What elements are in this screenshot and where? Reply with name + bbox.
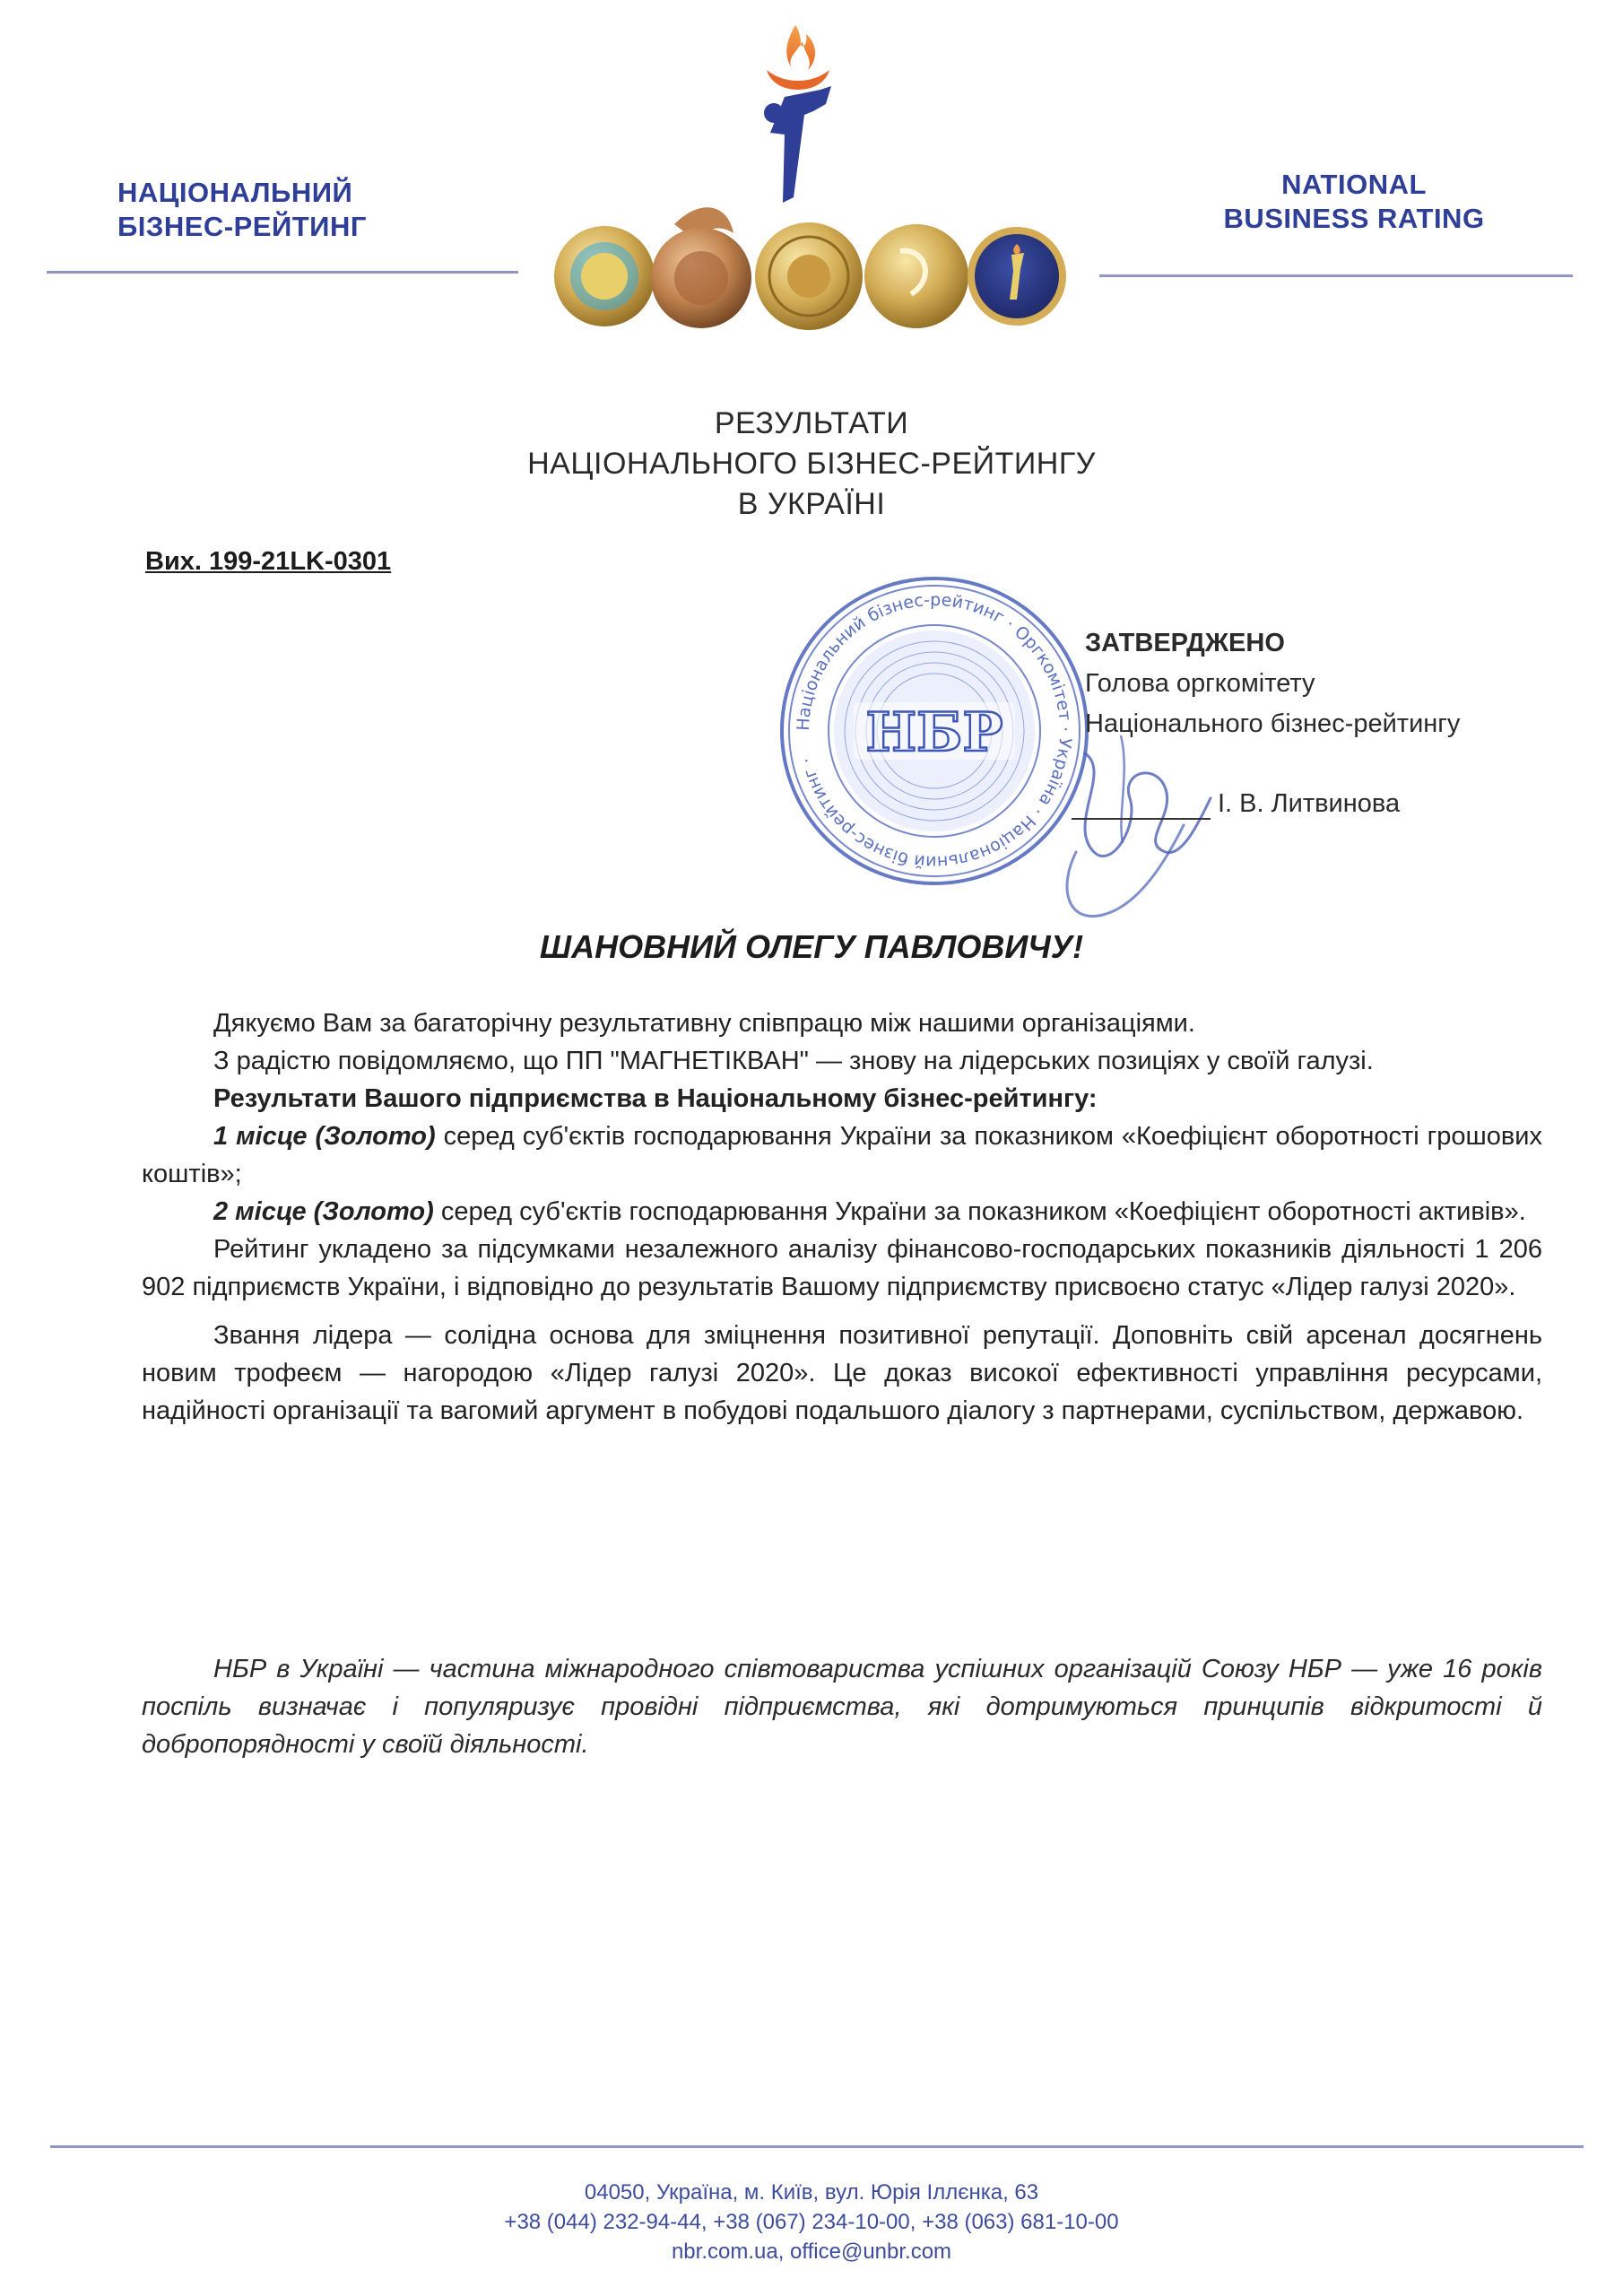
title-line-1: РЕЗУЛЬТАТИ (714, 406, 909, 440)
document-title (363, 404, 1260, 525)
closing-text: НБР в Україні — частина міжнародного співтовариства успішних організацій Союзу НБР — уже 16 років поспіль визначає і популяризує провідні підприємства, які дотримуються принципів відкритості й добропорядності у своїй діяльності. (142, 1655, 1542, 1759)
brand-left-line-2: БІЗНЕС-РЕЙТИНГ (117, 211, 367, 242)
signer-name: І. В. Литвинова (1218, 789, 1401, 818)
salutation: ШАНОВНИЙ ОЛЕГУ ПАВЛОВИЧУ! (539, 928, 1084, 965)
brand-name-ukrainian (117, 176, 367, 244)
brand-right-line-2: BUSINESS RATING (1223, 203, 1485, 234)
header-rule-right (1099, 274, 1573, 277)
title-line-3: В УКРАЇНІ (737, 487, 886, 521)
result-2-text: серед суб'єктів господарювання України за показником «Коефіцієнт оборотності активів». (433, 1197, 1526, 1226)
results-heading: Результати Вашого підприємства в Національному бізнес-рейтингу: (213, 1084, 1098, 1113)
paragraph-thanks: Дякуємо Вам за багаторічну результативну співпрацю між нашими організаціями. (213, 1009, 1195, 1038)
footer-web: nbr.com.ua, office@unbr.com (671, 2239, 952, 2264)
title-line-2: НАЦІОНАЛЬНОГО БІЗНЕС-РЕЙТИНГУ (527, 447, 1096, 481)
approval-heading: ЗАТВЕРДЖЕНО (1085, 629, 1285, 657)
approval-line-2: Національного бізнес-рейтингу (1085, 709, 1461, 738)
footer-phones: +38 (044) 232-94-44, +38 (067) 234-10-00, +38 (063) 681-10-00 (504, 2210, 1119, 2234)
result-item-2 (142, 1193, 1542, 1231)
medal-4 (864, 224, 968, 328)
brand-right-line-1: NATIONAL (1281, 169, 1427, 200)
header-rule-left (47, 271, 518, 274)
handwritten-signature (1031, 718, 1246, 933)
result-2-place: 2 місце (Золото) (213, 1197, 434, 1226)
letter-body (142, 1004, 1542, 1430)
award-medals-row (549, 188, 1069, 336)
medal-1 (554, 226, 655, 326)
approval-block (1085, 623, 1460, 744)
outgoing-number: Вих. 199-21LK-0301 (145, 547, 392, 576)
brand-name-english (1175, 168, 1533, 236)
medal-5 (968, 227, 1066, 326)
footer-address: 04050, Україна, м. Київ, вул. Юрія Іллєнка, 63 (584, 2180, 1039, 2205)
result-1-place: 1 місце (Золото) (213, 1122, 436, 1151)
medal-3 (755, 222, 863, 330)
signature-line (1072, 818, 1211, 820)
result-1-text: серед суб'єктів господарювання України за показником «Коефіцієнт оборотності грошових коштів»; (142, 1122, 1542, 1188)
footer-rule (50, 2145, 1584, 2148)
paragraph-announcement: З радістю повідомляємо, що ПП "МАГНЕТІКВАН" — знову на лідерських позиціях у своїй галузі. (213, 1047, 1374, 1075)
medal-2 (651, 207, 751, 328)
paragraph-leader-title: Звання лідера — солідна основа для зміцнення позитивної репутації. Доповніть свій арсенал досягнень новим трофеєм — нагородою «Лідер галузі 2020». Це доказ високої ефективності управління ресурсами, надійності організації та вагомий аргумент в побудові подальшого діалогу з партнерами, суспільством, державою. (142, 1321, 1542, 1425)
footer-contacts (363, 2178, 1260, 2266)
svg-text:Національний бізнес-рейтинг ·: Національний бізнес-рейтинг · Оргкомітет · Україна · Національний бізнес-рейтинг · (793, 589, 1076, 873)
svg-text:НБР: НБР (865, 701, 1003, 764)
closing-paragraph (142, 1650, 1542, 1763)
brand-left-line-1: НАЦІОНАЛЬНИЙ (117, 177, 353, 208)
result-item-1 (142, 1118, 1542, 1193)
approval-line-1: Голова оргкомітету (1085, 669, 1315, 698)
paragraph-rating-method: Рейтинг укладено за підсумками незалежного аналізу фінансово-господарських показників діяльності 1 206 902 підприємств України, і відповідно до результатів Вашому підприємству присвоєно статус «Лідер галузі 2020». (142, 1235, 1542, 1301)
